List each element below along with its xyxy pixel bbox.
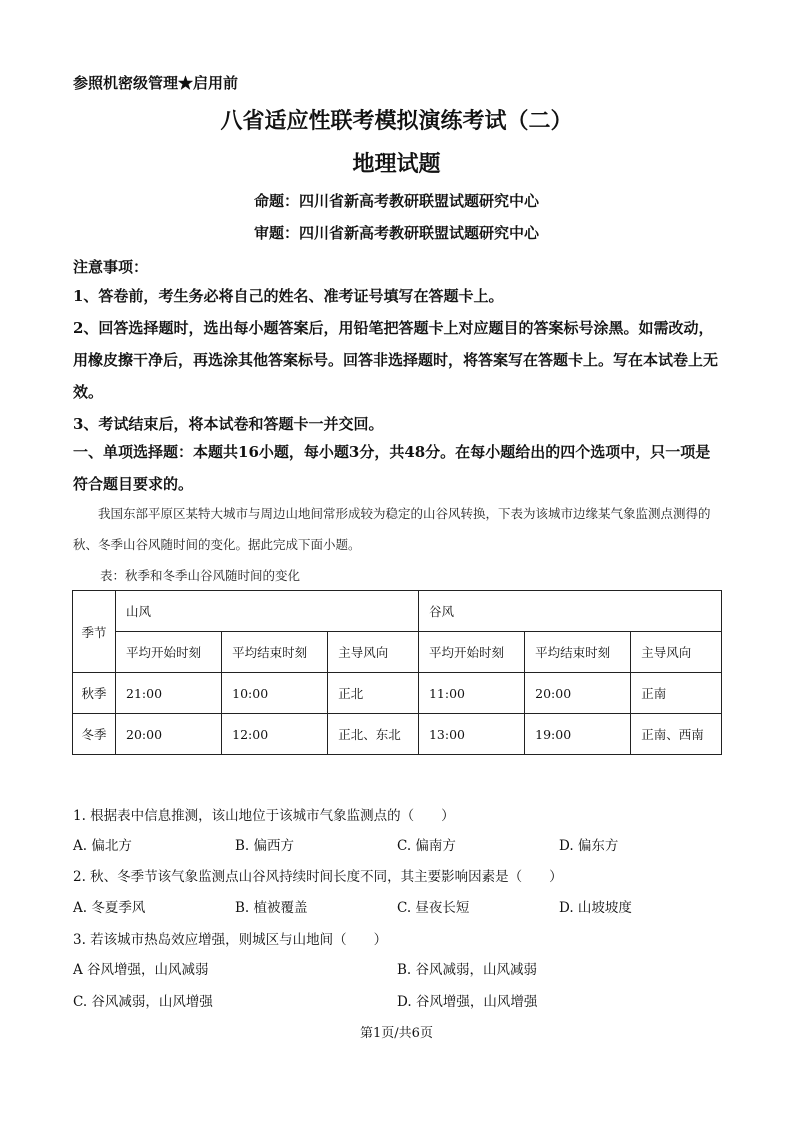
- table-cell: 20:00: [525, 673, 631, 714]
- table-cell: 正南、西南: [631, 714, 722, 755]
- table-row: [73, 714, 722, 755]
- column-header: 主导风向: [328, 632, 419, 673]
- wind-table: [72, 590, 722, 755]
- table-row: [73, 673, 722, 714]
- author-line: 命题：四川省新高考教研联盟试题研究中心: [253, 192, 539, 210]
- q2-option-a[interactable]: A. 冬夏季风: [73, 900, 146, 916]
- column-header: 平均结束时刻: [222, 632, 328, 673]
- mountain-wind-header: 山风: [116, 591, 419, 632]
- table-cell: 正北: [328, 673, 419, 714]
- q1-option-c[interactable]: C. 偏南方: [397, 838, 456, 854]
- column-header: 主导风向: [631, 632, 722, 673]
- season-header: 季节: [73, 591, 116, 673]
- table-cell: 正北、东北: [328, 714, 419, 755]
- season-cell: 秋季: [73, 673, 116, 714]
- notice-item-3: 3、考试结束后，将本试卷和答题卡一并交回。: [73, 415, 384, 433]
- column-header: 平均开始时刻: [418, 632, 524, 673]
- page-number: 第1页/共6页: [360, 1026, 433, 1041]
- notice-heading: 注意事项：: [73, 258, 149, 276]
- question-3-stem: 3. 若该城市热岛效应增强，则城区与山地间（ ）: [73, 932, 388, 948]
- subject-title: 地理试题: [352, 151, 441, 177]
- section-heading: 一、单项选择题：本题共16小题，每小题3分，共48分。在每小题给出的四个选项中，只一项是符合题目要求的。: [73, 443, 711, 493]
- reviewer-line: 审题：四川省新高考教研联盟试题研究中心: [253, 224, 539, 242]
- notice-item-1: 1、答卷前，考生务必将自己的姓名、准考证号填写在答题卡上。: [73, 287, 504, 305]
- q3-option-a[interactable]: A 谷风增强，山风减弱: [73, 962, 209, 978]
- table-cell: 10:00: [222, 673, 328, 714]
- table-subheader-row: [73, 632, 722, 673]
- table-cell: 19:00: [525, 714, 631, 755]
- question-2-stem: 2. 秋、冬季节该气象监测点山谷风持续时间长度不同，其主要影响因素是（ ）: [73, 869, 563, 885]
- table-cell: 12:00: [222, 714, 328, 755]
- q1-option-a[interactable]: A. 偏北方: [73, 838, 132, 854]
- q3-option-d[interactable]: D. 谷风增强，山风增强: [397, 994, 538, 1010]
- column-header: 平均结束时刻: [525, 632, 631, 673]
- q1-option-b[interactable]: B. 偏西方: [235, 838, 295, 854]
- q1-option-d[interactable]: D. 偏东方: [559, 838, 619, 854]
- q2-option-d[interactable]: D. 山坡坡度: [559, 900, 632, 916]
- table-cell: 11:00: [418, 673, 524, 714]
- table-cell: 21:00: [116, 673, 222, 714]
- q3-option-b[interactable]: B. 谷风减弱，山风减弱: [397, 962, 538, 978]
- notice-item-2: 2、回答选择题时，选出每小题答案后，用铅笔把答题卡上对应题目的答案标号涂黑。如需改动，用橡皮擦干净后，再选涂其他答案标号。回答非选择题时，将答案写在答题卡上。写在本试卷上无效。: [73, 319, 719, 401]
- q2-option-b[interactable]: B. 植被覆盖: [235, 900, 308, 916]
- table-cell: 20:00: [116, 714, 222, 755]
- question-1-stem: 1. 根据表中信息推测，该山地位于该城市气象监测点的（ ）: [73, 808, 455, 824]
- season-cell: 冬季: [73, 714, 116, 755]
- table-cell: 正南: [631, 673, 722, 714]
- question-intro: 我国东部平原区某特大城市与周边山地间常形成较为稳定的山谷风转换，下表为该城市边缘某气象监测点测得的秋、冬季山谷风随时间的变化。据此完成下面小题。: [73, 506, 711, 552]
- q2-option-c[interactable]: C. 昼夜长短: [397, 900, 470, 916]
- table-caption: 表：秋季和冬季山谷风随时间的变化: [100, 568, 301, 583]
- q3-option-c[interactable]: C. 谷风减弱，山风增强: [73, 994, 213, 1010]
- column-header: 平均开始时刻: [116, 632, 222, 673]
- table-cell: 13:00: [418, 714, 524, 755]
- exam-title: 八省适应性联考模拟演练考试（二）: [220, 108, 573, 134]
- valley-wind-header: 谷风: [418, 591, 721, 632]
- confidential-label: 参照机密级管理★启用前: [73, 74, 239, 92]
- table-group-row: [73, 591, 722, 632]
